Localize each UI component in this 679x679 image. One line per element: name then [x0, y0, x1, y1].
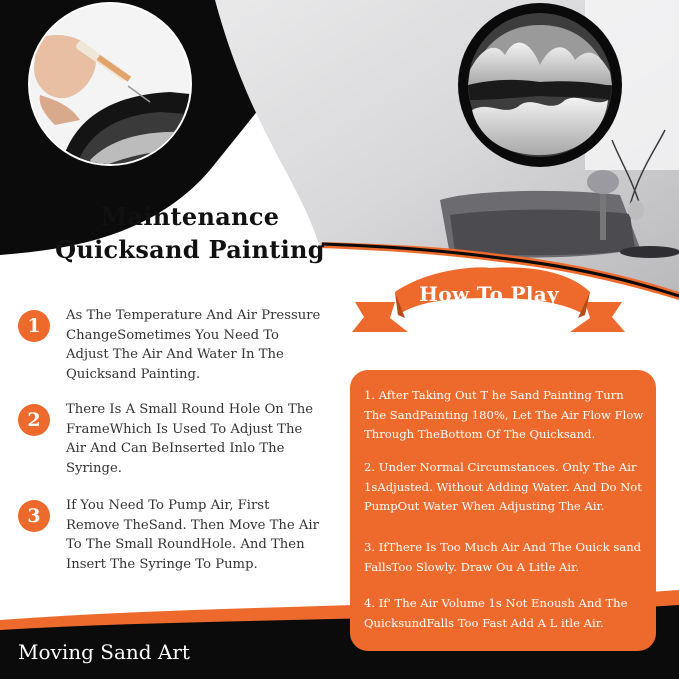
play-item-2: 2. Under Normal Circumstances. Only The Air 1sAdjusted. Without Adding Water. And Do Not PumpOut Water When Adjusting The Air.: [364, 460, 642, 514]
lamp-stand: [600, 190, 606, 240]
step-number-badge: 2: [18, 404, 50, 436]
title-line-1: Maintenance: [100, 202, 280, 231]
sofa-seat: [450, 210, 635, 256]
page-title: [40, 200, 340, 266]
play-item-4: 4. If' The Air Volume 1s Not Enoush And The QuicksundFalls Too Fast Add A L itle Air.: [364, 596, 628, 630]
coffee-table: [620, 246, 679, 258]
step-number-badge: 1: [18, 310, 50, 342]
step-text: As The Temperature And Air Pressure ChangeSometimes You Need To Adjust The Air And Water In The Quicksand Painting.: [66, 308, 321, 382]
play-item-3: 3. IfThere Is Too Much Air And The Ouick sand FallsToo Slowly. Draw Ou A Litle Air.: [364, 540, 642, 574]
title-line-2: Quicksand Painting: [55, 235, 325, 264]
how-to-play-title: How To Play: [419, 282, 559, 306]
lamp-shade: [587, 170, 619, 194]
footer-brand: Moving Sand Art: [18, 640, 190, 664]
vase: [628, 200, 644, 220]
how-to-play-box: [350, 370, 656, 651]
play-item-1: 1. After Taking Out T he Sand Painting Turn The SandPainting 180%, Let The Air Flow Flow Through TheBottom Of The Quicksand.: [364, 388, 644, 442]
step-text: If You Need To Pump Air, First Remove TheSand. Then Move The Air To The Small RoundHole. And Then Insert The Syringe To Pump.: [66, 498, 319, 572]
step-text: There Is A Small Round Hole On The FrameWhich Is Used To Adjust The Air And Can BeInserted Inlo The Syringe.: [66, 402, 314, 476]
step-number-badge: 3: [18, 500, 50, 532]
